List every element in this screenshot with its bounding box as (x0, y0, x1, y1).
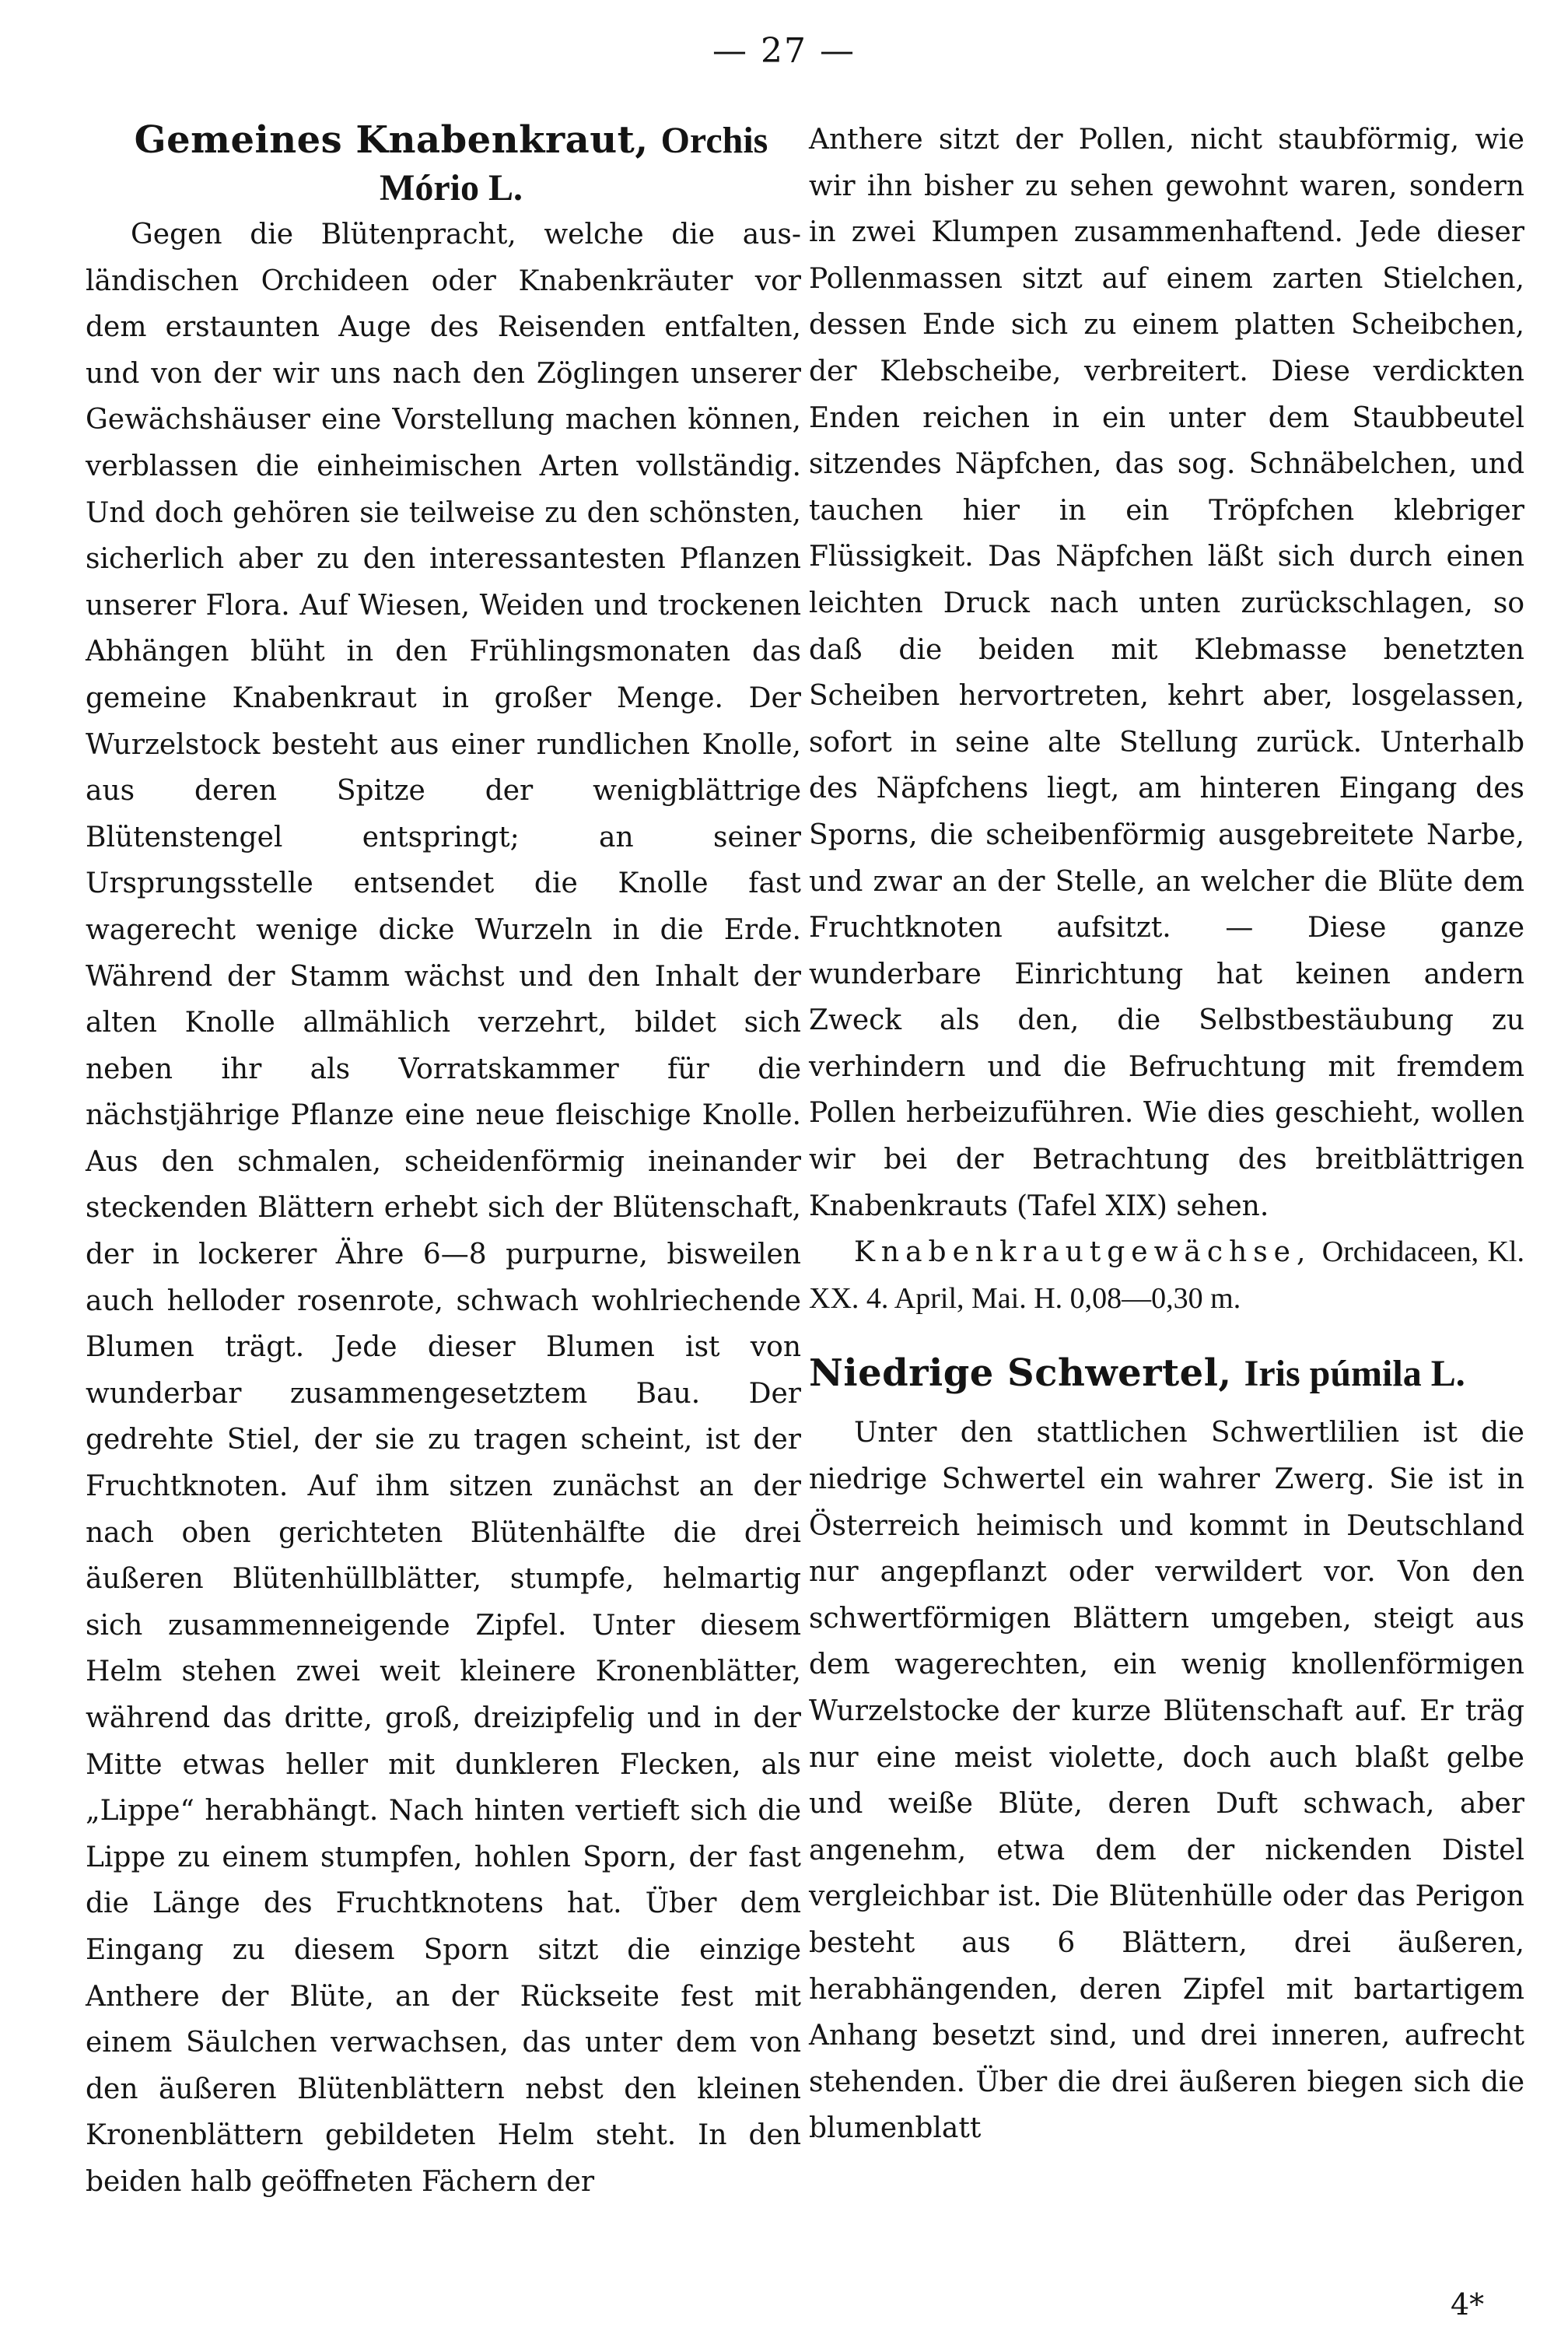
right-column (809, 117, 1524, 2152)
classification-details: Orchidaceen, Kl. XX. 4. April, Mai. H. 0,08—0,30 m. (809, 1235, 1524, 1315)
section-heading-iris (809, 1350, 1524, 1397)
page-number: — 27 — (712, 31, 856, 71)
body-paragraph: Unter den stattlichen Schwertlilien ist die niedrige Schwertel ein wahrer Zwerg. Sie ist in Österreich heimisch und kommt in Deutschland nur angepflanzt oder verwildert vor. Von den schwertförmigen Blättern umgeben, steigt aus dem wagerechten, ein wenig knollenförmigen Wurzelstocke der kurze Blütenschaft auf. Er träg nur eine meist violette, doch auch blaßt gelbe und weiße Blüte, deren Duft schwach, aber angenehm, etwa dem der nickenden Distel vergleichbar ist. Die Blütenhülle oder das Perigon besteht aus 6 Blättern, drei äußeren, herabhängenden, deren Zipfel mit bartartigem Anhang besetzt sind, und drei inneren, aufrecht stehenden. Über die drei äußeren biegen sich die blumenblatt (809, 1417, 1524, 2145)
body-paragraph-continued: Anthere sitzt der Pollen, nicht staubförmig, wie wir ihn bisher zu sehen gewohnt waren, sondern in zwei Klumpen zusammenhaftend. Jede dieser Pollenmassen sitzt auf einem zarten Stielchen, dessen Ende sich zu einem platten Scheibchen, der Klebscheibe, verbreitert. Diese verdickten Enden reichen in ein unter dem Staubbeutel sitzendes Näpfchen, das sog. Schnäbelchen, und tauchen hier in ein Tröpfchen klebriger Flüssigkeit. Das Näpfchen läßt sich durch einen leichten Druck nach unten zurückschlagen, so daß die beiden mit Klebmasse benetzten Scheiben hervortreten, kehrt aber, losgelassen, sofort in seine alte Stellung zurück. Unterhalb des Näpfchens liegt, am hinteren Eingang des Sporns, die scheibenförmig ausgebreitete Narbe, und zwar an der Stelle, an welcher die Blüte dem Fruchtknoten aufsitzt. — Diese ganze wunderbare Einrichtung hat keinen andern Zweck als den, die Selbstbestäubung zu verhindern und die Befruchtung mit fremdem Pollen herbeizuführen. Wie dies geschieht, wollen wir bei der Betrachtung des breitblättrigen Knabenkrauts (Tafel XIX) sehen. (809, 124, 1524, 1222)
left-column (86, 117, 801, 2206)
heading-latin: Iris púmila L. (1244, 1353, 1465, 1395)
signature-mark: 4* (1451, 2287, 1485, 2322)
heading-german: Niedrige Schwertel, (809, 1351, 1232, 1396)
heading-german: Gemeines Knabenkraut, (134, 118, 649, 162)
body-paragraph: Gegen die Blütenpracht, welche die ausländischen Orchideen oder Knabenkräuter vor dem erstaunten Auge des Reisenden entfalten, und von der wir uns nach den Zöglingen unserer Gewächshäuser eine Vorstellung machen können, verblassen die einheimischen Arten vollständig. Und doch gehören sie teilweise zu den schönsten, sicherlich aber zu den interessantesten Pflanzen unserer Flora. Auf Wiesen, Weiden und trockenen Abhängen blüht in den Frühlingsmonaten das gemeine Knabenkraut in großer Menge. Der Wurzelstock besteht aus einer rundlichen Knolle, aus deren Spitze der wenigblättrige Blütenstengel entspringt; an seiner Ursprungsstelle entsendet die Knolle fast wagerecht wenige dicke Wurzeln in die Erde. Während der Stamm wächst und den Inhalt der alten Knolle allmählich verzehrt, bildet sich neben ihr als Vorratskammer für die nächstjährige Pflanze eine neue fleischige Knolle. Aus den schmalen, scheidenförmig ineinander steckenden Blättern erhebt sich der Blütenschaft, der in lockerer Ähre 6—8 purpurne, bisweilen auch helloder rosenrote, schwach wohlriechende Blumen trägt. Jede dieser Blumen ist von wunderbar zusammengesetztem Bau. Der gedrehte Stiel, der sie zu tragen scheint, ist der Fruchtknoten. Auf ihm sitzen zunächst an der nach oben gerichteten Blütenhälfte die drei äußeren Blütenhüllblätter, stumpfe, helmartig sich zusammenneigende Zipfel. Unter diesem Helm stehen zwei weit kleinere Kronenblätter, während das dritte, groß, dreizipfelig und in der Mitte etwas heller mit dunkleren Flecken, als „Lippe“ herabhängt. Nach hinten vertieft sich die Lippe zu einem stumpfen, hohlen Sporn, der fast die Länge des Fruchtknotens hat. Über dem Eingang zu diesem Sporn sitzt die einzige Anthere der Blüte, an der Rückseite fest mit einem Säulchen verwachsen, das unter dem von den äußeren Blütenblättern nebst den kleinen Kronenblättern gebildeten Helm steht. In den beiden halb geöffneten Fächern der (86, 219, 801, 2198)
family-name: Knabenkrautgewächse, (854, 1236, 1312, 1269)
section-heading-orchis (86, 117, 801, 212)
classification-line (809, 1229, 1524, 1322)
heading-latin: Orchis Mório L. (380, 120, 768, 209)
